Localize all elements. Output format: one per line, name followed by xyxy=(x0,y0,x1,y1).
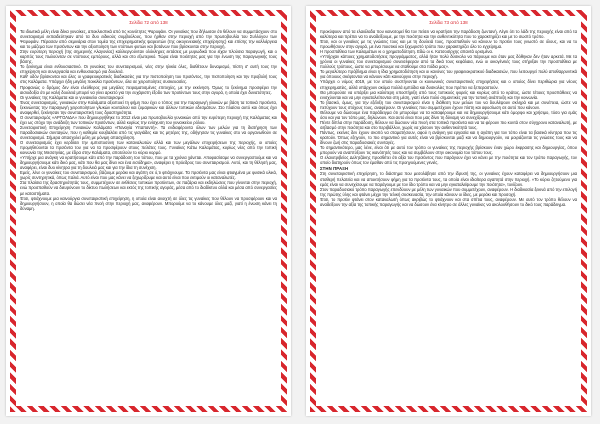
paragraph: προκύψουν από τα ελαιόλαδα που καινοτομεί θα τον πείσει να κρατήσει την παράδοση ζωντανή. Λέγει ότι το λάδι της περιοχής είναι από τα καλύτερα και πρέπει να το αναδείξουμε, με την ποιότητα και την αυθεντικότητα που το χαρακτηρίζει και με το σωστό τρόπο. xyxy=(320,29,577,40)
paragraph: Ένας συνεταιρισμός, γυναικών στην Καλάματα αξιοποιεί τη φήμη που έχει ο τόπος για την παραγωγή γλυκών με βάση τα τοπικά προϊόντα, ξεκινώντας την παραγωγή χειροποίητων γλυκών κουταλιού και ζυμαρικών και άλλων τοπικών εδεσμάτων. Στο πλαίσιο αυτό και όπως έχει αναφερθεί, ξεκίνησαν την συνεταιριστική τους δραστηριότητα. xyxy=(20,99,277,115)
paragraph: Στην ευρύτερη περιοχή (της σημερινής Αλαγονίας) καλλιεργούνταν ολόκληρες εκτάσεις με μυρωδικά που είχαν πλούσια παραγωγή, και ο καρπός τους πωλούνταν σε ντόπιους εμπόρους, αλλά και στο εξωτερικό. Τώρα είναι ποιότητες μας για την ένωση της παραγωγικής τους βάσης. xyxy=(20,49,277,65)
paragraph: Στον παραδοσιακό τρόπο παραγωγής επενδύουν με μέλη των γυναικών που συμμετέχουν, αναφέρουν. Η διαδικασία ξεκινά από την επιλογή της πρώτης ύλης και φτάνει μέχρι την τελική συσκευασία, την οποία κάνουν οι ίδιες, με μεράκι και προσοχή. xyxy=(320,186,577,197)
paragraph: Θα μπορούσε να υπάρξει μια καλύτερη υποστήριξη από τους τοπικούς φορείς και κυρίως από το κράτος, ώστε τέτοιες προσπάθειες να ενισχύονται και να μην εγκαταλείπονται στη μέση, γιατί είναι πολύ σημαντικές για την τοπική ανάπτυξη και την κοινωνία. xyxy=(320,89,577,100)
paragraph: Πάντως, εκείνες δεν έχουν σκοπό να σταματήσουν, αφού η ανάγκη για εργασία και η αγάπη για τον τόπο είναι τα βασικά κίνητρα που τις κρατούν. Όπως εξηγούν, το πιο σημαντικό για αυτές είναι να βρίσκονται μαζί και να δημιουργούν, να μοιράζονται τις γνώσεις τους και να δίνουν ζωή στις παραδοσιακές συνταγές. xyxy=(320,129,577,146)
paragraph: Έτσι, φτιάχνουμε μια καινούργια συνεταιριστική επιχείρηση, η οποία είναι ανοιχτή σε όλες τις γυναίκες που θέλουν να προσφέρουν και να δημιουργήσουν, η οποία θα δώσει νέα πνοή στην περιοχή μας, αναφέρουν. Μπορούμε να το κάνουμε όλες μαζί, γιατί η ένωση κάνει τη δύναμη. xyxy=(20,195,277,211)
paragraph: Το ξεκίνημα είναι ενθουσιαστικό. Οι γυναίκες του συνεταιρισμού, νέες στην ηλικία όλες, διαθέτουν δυναμισμό, πίστη σ' αυτή τους την επιχείρηση και συνεργασία και ενθουσιασμό για δουλειά. xyxy=(20,64,277,75)
paragraph: Στα πλαίσια της δραστηριότητάς τους, συμμετέχουν σε εκθέσεις τοπικών προϊόντων, σε παζάρια και εκδηλώσεις που γίνονται στην περιοχή, ενώ προσπαθούν να διευρύνουν το δίκτυο πωλήσεων και εκτός της τοπικής αγοράς, μέσα από το διαδίκτυο αλλά και μέσα από συνεργασίες με καταστήματα. xyxy=(20,180,277,196)
paragraph: Η προσπάθεια των Καλαμάτων κι ο χρηματοδότηση. Εδώ οι κ. Κατσοσίρχης απαντά ορισμένα. xyxy=(320,49,494,55)
page-content xyxy=(320,20,577,402)
paragraph: Έτσι, το προϊόν φτάνει στον καταναλωτή όπως ακριβώς το φτιάχνουν και στα σπίτια τους, αναφέρουν. Με αυτό τον τρόπο θέλουν να αναδείξουν την αξία της τοπικής παραγωγής και να δώσουν ένα κίνητρο σε άλλες γυναίκες να ακολουθήσουν το δικό τους παράδειγμα. xyxy=(320,196,577,207)
paragraph: Πέντε δίπλα στην παράδοση, θέλουν να δώσουν νέα πνοή στα τοπικά προϊόντα και να τα φέρουν πιο κοντά στον σύγχρονο καταναλωτή, με σεβασμό στην ποιότητα και στο περιβάλλον, χωρίς να χάσουν την αυθεντικότητά τους. xyxy=(320,119,577,130)
paragraph: Θέλουμε να δώσουμε ένα παράδειγμα ότι μπορούμε να τα καταφέρουμε και να δημιουργήσουμε κάτι όμορφο και χρήσιμο, τόσο για εμάς όσο και για τον τόπο μας, δηλώνουν. Και αυτό είναι που μας δίνει τη δύναμη να συνεχίζουμε. xyxy=(320,109,577,120)
document-page-right xyxy=(306,6,591,416)
paragraph: Στη συνεταιριστική επιχείρηση, το διάστημα που μεσολάβησε από την ίδρυσή της, οι γυναίκες έχουν καταφέρει να δημιουργήσουν μια σταθερή πελατεία και να αποκτήσουν φήμη για τα προϊόντα τους, τα οποία είναι ιδιαίτερα αγαπητά στην περιοχή. «Το κύριο ζητούμενο για εμάς είναι να συνεχίσουμε να παράγουμε με τον ίδιο τρόπο και να μην εγκαταλείψουμε την ποιότητα», τονίζουν. xyxy=(320,171,577,187)
page-content xyxy=(20,20,277,402)
paragraph: Το σημαντικότερο, μας λένε, είναι ότι με αυτό τον τρόπο οι γυναίκες της περιοχής βρίσκουν έναν χώρο έκφρασης και δημιουργίας, όπου μπορούν να αναπτύξουν τις ικανότητές τους και να συμβάλουν στην οικονομία του τόπου τους. xyxy=(320,145,577,156)
paragraph: Συνεταιριστική Επιχείρηση Γυναικών Καλάματα «Παναγία Υπαπαντή». Τα ενδιαφέροντα όλων των μελών για τη διατήρηση των παραδοσιακών συνταγών, που η καθεμία κουβαλάει από τις γιαγιάδες και τις μητέρες της, οδήγησαν τις γυναίκες στο να οργανωθούν σε συνεταιρισμό. Σήμερα απασχολεί μέλη με μόνιμη απασχόληση. xyxy=(20,124,277,140)
paragraph: Εμείς, λένε οι γυναίκες του συνεταιρισμού, βάζουμε μεράκι και αγάπη σε ό,τι φτιάχνουμε. Τα προϊόντα μας είναι φτιαγμένα με φυσικά υλικά, χωρίς συντηρητικά, όπως παλιά. Αυτό είναι που μας κάνει να ξεχωρίζουμε και αυτό είναι που εκτιμούν οι καταναλωτές. xyxy=(20,170,277,181)
page-header: Σελίδα 73 από 138 xyxy=(429,20,468,25)
paragraph: Ο συνεταιρισμός έχει κερδίσει την εμπιστοσύνη των καταναλωτών αλλά και των μεγάλων επιχειρήσεων της περιοχής, οι οποίες προμηθεύονται τα προϊόντα του για να τα προσφέρουν στους πελάτες τους. Γυναίκες Κάτω Καλαμάτας, κυρίως νέες από την τοπική κοινωνία της Μεσσηνίας, με έδρα στην Καλάματα, αποτελούν το κύριο κορμό. xyxy=(20,140,277,156)
paragraph: «Υπήρχαν κάποιες χρηματοδοτήσεις προγράμματος, αλλά ήταν πολύ δύσκολο να πάρουμε και όταν μας δόθηκαν δεν ήταν αρκετά. Με τα χρόνια οι γυναίκες του συνεταιρισμού συνεισέφεραν από τα δικά τους κεφάλαια, ενώ οι οικογένειές τους στήριξαν την προσπάθεια με πολλούς τρόπους, ώστε να μπορέσουμε να σταθούμε στα πόδια μας». xyxy=(320,54,577,70)
section-heading: ΣΤΗΝ ΠΡΑΞΗ xyxy=(320,166,349,172)
paragraph: «Υπήρχε μια ανάγκη να κρατήσουμε κάτι από την παράδοση του τόπου, που με τα χρόνια χάνεται. Αποφασίσαμε να συνεργαστούμε και να δημιουργήσουμε κάτι δικό μας, κάτι που θα μας δίνει και ένα εισόδημα», αναφέρει η πρόεδρος του συνεταιρισμού. Αυτό, και τη θέλησή μας, αναφέρει, είναι δυο κίνητρα για τη δουλειά μας και για την ίδια τη συνέχιση. xyxy=(20,155,277,171)
paragraph: Προφανώς ο δρόμος δεν είναι ελεύθερος για μεγάλες πειραματισμένες επιτυχίες, με την εκκίνηση. Όμως το ξεκίνημα προσφέρει την αισιοδοξία ότι με καλή δουλειά μπορεί να γίνει αρκετό για την ευχάριστη έξοδο των προϊόντων τους στην αγορά, η οποία έχει δυνατότητες. xyxy=(20,84,277,95)
paragraph: Τα ιδιωτικά μέλη είναι δέκα γυναίκες, αποκλειστικά από τις κοινότητες Ψαροφάιν. Οι γυναίκες που δήλωσαν ότι θέλουν να συμμετάσχουν στο συνεταιρισμό εκπαιδεύτηκαν από τα δυο ειδικούς συμβούλους, που ήρθαν στην περιοχή από την πρωτοβουλία του Συλλόγου των Ψαροφάιν. Πέρασαν από σεμινάρια στον τομέα της επιχειρηματικής ψαρευτών (της οικογενειακής επιχείρησης) και επίσης την καλλιέργεια και το μάζεμα των προϊόντων και την αξιοποίηση των ντόπιων φυτών και βοτάνων που βρίσκονται στην περιοχή. xyxy=(20,29,277,50)
paragraph: Το βασικό, όμως, για την εξέλιξη του συνεταιρισμού είναι η διάθεση των μελών του να δουλέψουν σκληρά και με συνέπεια, ώστε να πετύχουν τους στόχους τους, αναφέρουν. Οι γυναίκες που συμμετέχουν έχουν πίστη και αφοσίωση σε αυτό που κάνουν. xyxy=(320,99,577,110)
page-header: Σελίδα 72 από 138 xyxy=(129,20,168,25)
paragraph: Υπάρχει ο νόμος 4019, με τον οποίο συστήνονται οι κοινωνικές συνεταιριστικές επιχειρήσεις και ο οποίος δίνει περιθώρια για νέους επιχειρηματίες, αλλά υπάρχουν ακόμα πολλά εμπόδια και δυσκολίες που πρέπει να ξεπεραστούν. xyxy=(320,79,577,90)
paragraph: Οι γυναίκες της Καλάματα και οι γυναικείοι συνεταιρισμοί xyxy=(20,94,124,100)
paragraph: Το μεγαλύτερο πρόβλημα είναι η ίδια χρηματοδότηση και οι κανόνες του γραφειοκρατικού διαδικασιών, που λειτουργεί πολύ αποθαρρυντικά για όποιους σκέφτονται να κάνουν κάτι καινούργιο στην περιοχή. xyxy=(320,69,577,80)
document-page-left xyxy=(6,6,291,416)
paragraph: Ο συνεταιρισμός «ΑΡΓΟΛΙΔΑ» που δημιουργήθηκε το 2012 είναι μια πρωτοβουλία γυναικών από την ευρύτερη περιοχή της Καλάματας και έχει ως στόχο την ανάδειξη των τοπικών προϊόντων, αλλά κυρίως την ενίσχυση του γυναικείου ρόλου. xyxy=(20,114,277,125)
paragraph: Έτσι, και οι γυναίκες με τις γνώσεις τους και με τη δουλειά τους, προσπαθούν να κάνουν το προϊόν τους γνωστό σε όλους, και να το προωθήσουν στην αγορά, με ένα ποιοτικό και ξεχωριστό τρόπο που χαρακτηρίζει όλο το εγχείρημα. xyxy=(320,39,577,50)
paragraph: Καθ' οδόν βρίσκονται και όλες οι γραφειοκρατικές διαδικασίες για την πιστοποίηση του προϊόντος, την πιστοποίηση και την προβολή τους στις Καλάματα. Υπάρχει ήδη μεγάλη ποικιλία προϊόντων, όλα σε χειροποίητες συσκευασίες. xyxy=(20,74,277,85)
paragraph: Ο ελαιοτριβείος Δελητζάκης προσθέτει ότι αξία του προϊόντος που παράγουν έχει να κάνει με την ποιότητα και τον τρόπο παραγωγής, τον οποίο διατηρούν όπως τον έμαθαν από τις προηγούμενες γενιές. xyxy=(320,155,577,166)
